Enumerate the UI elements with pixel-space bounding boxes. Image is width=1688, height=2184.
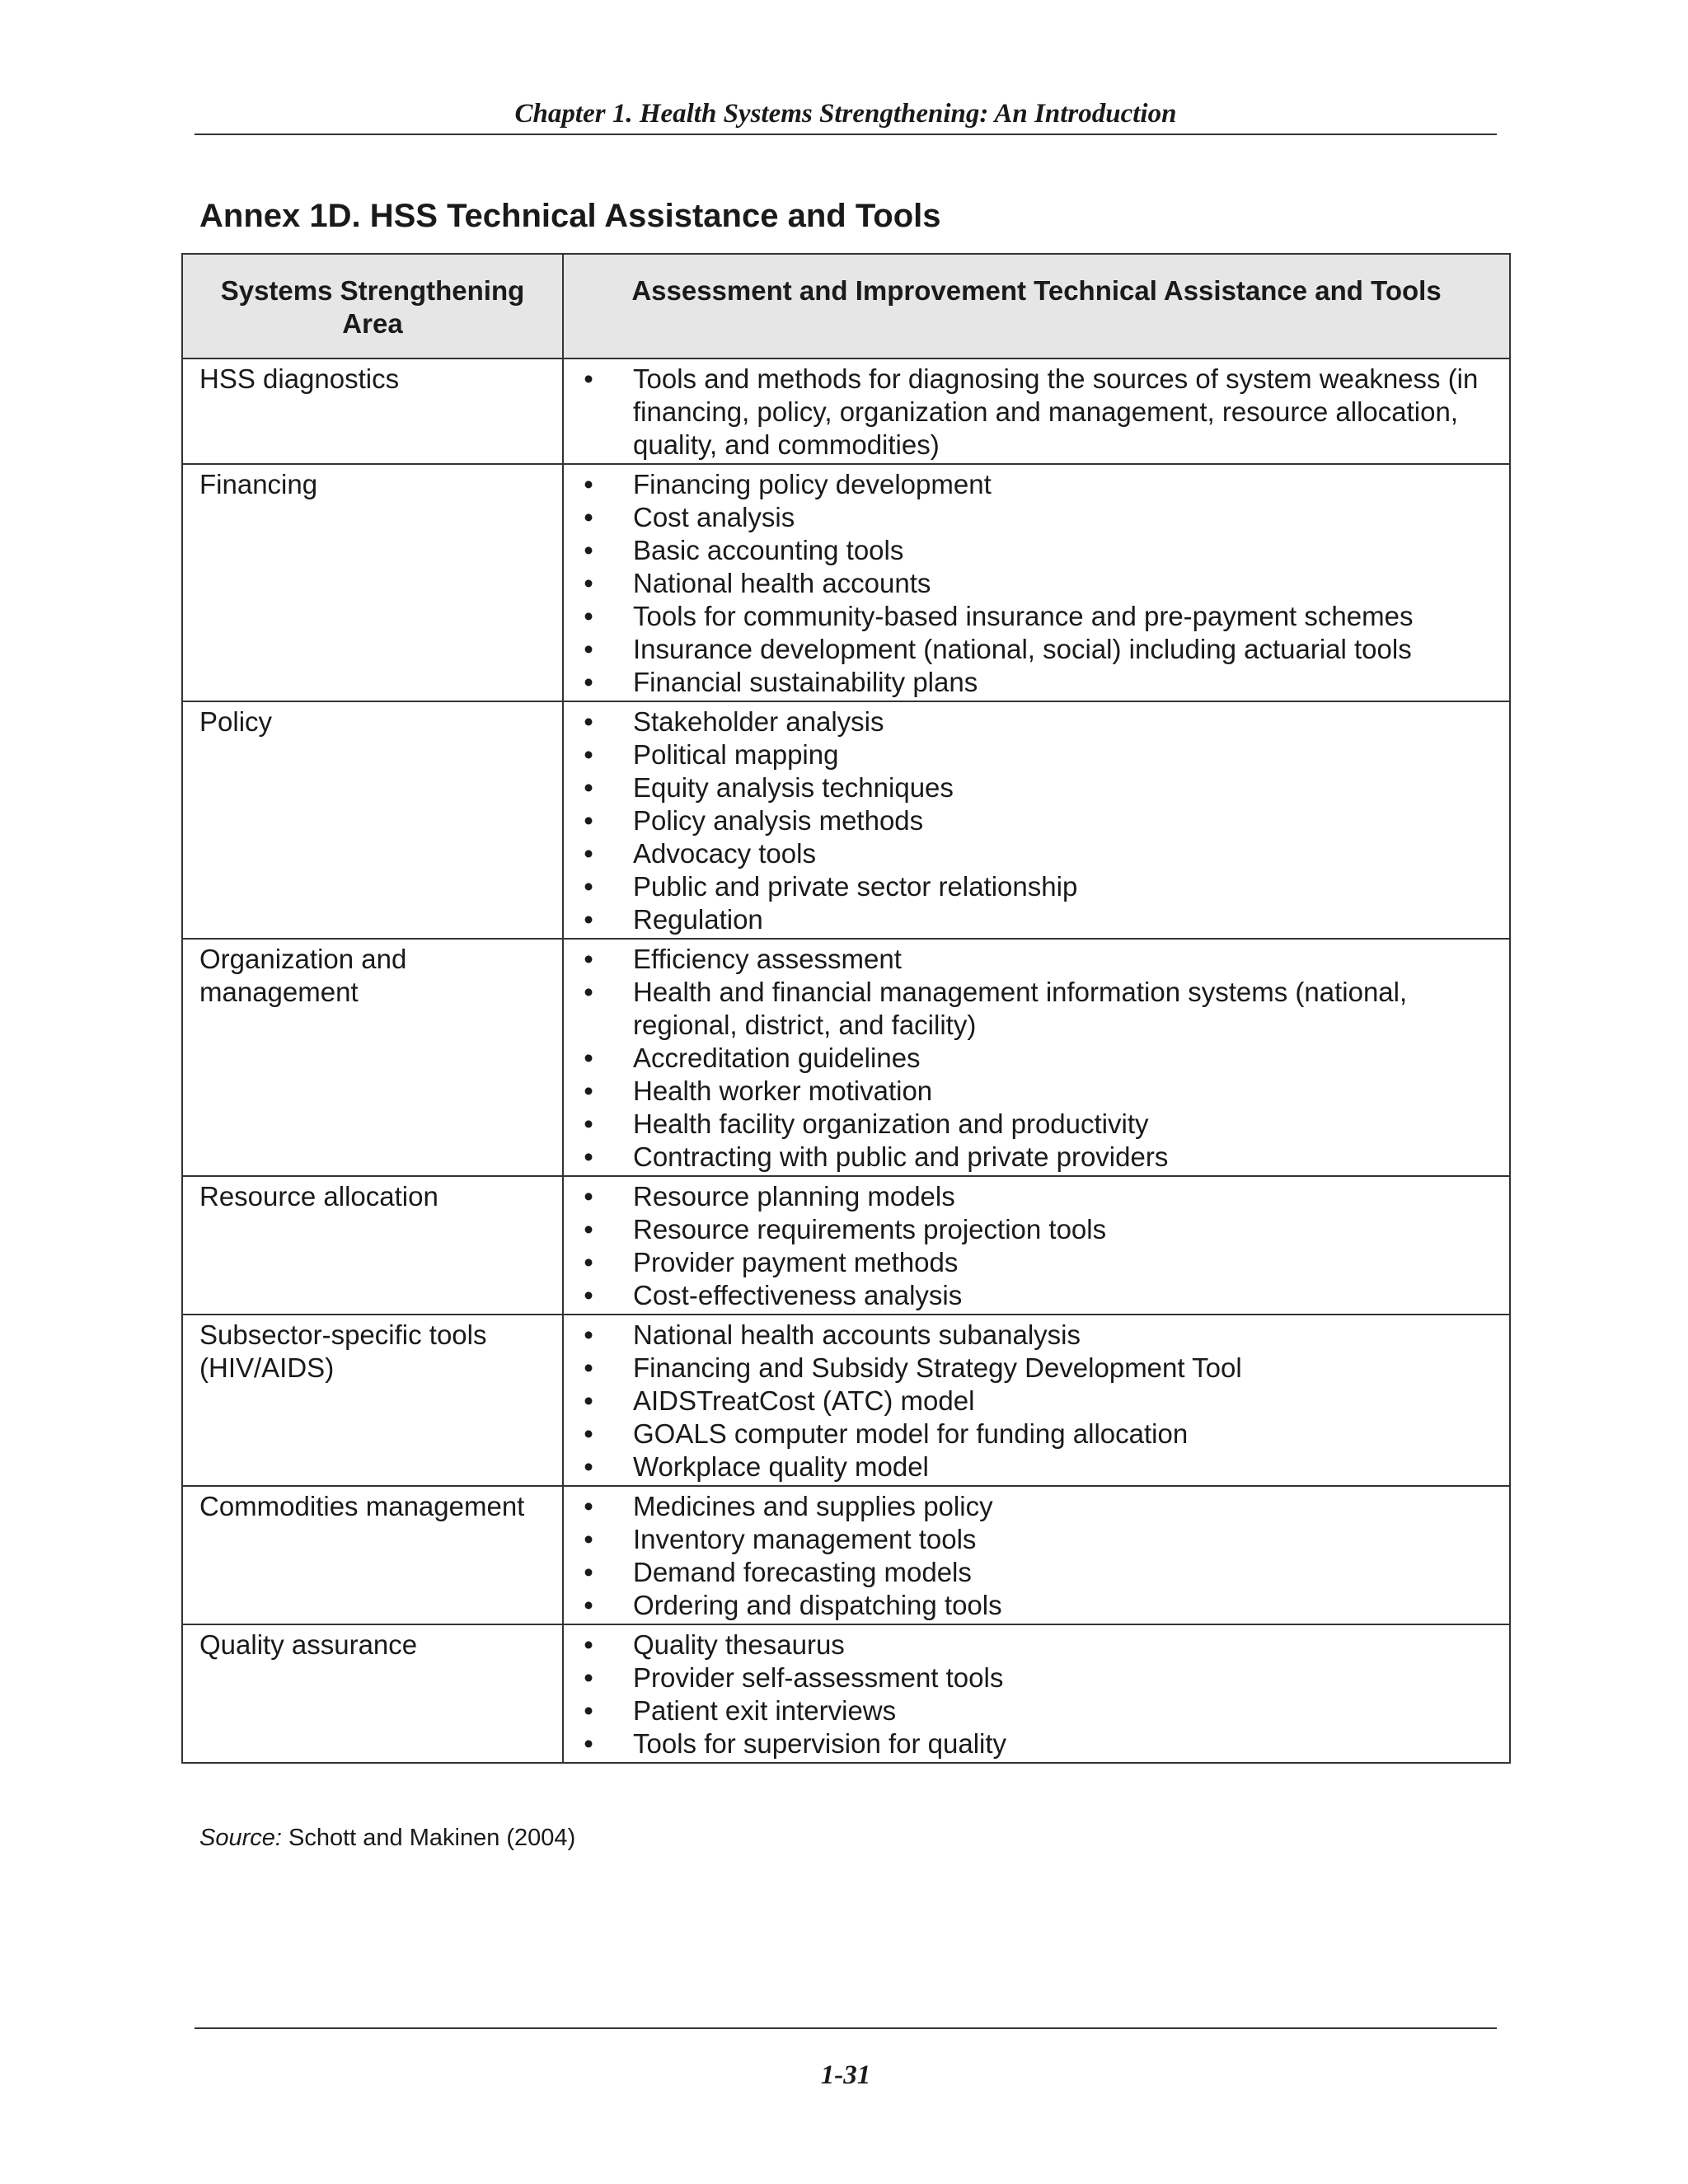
area-cell: Subsector-specific tools (HIV/AIDS) bbox=[182, 1315, 563, 1486]
list-item-text: Health and financial management information systems (national, regional, district, and facility) bbox=[633, 977, 1408, 1040]
footer-rule bbox=[195, 2027, 1497, 2029]
tools-list bbox=[580, 943, 1493, 1174]
bullet-icon: • bbox=[584, 601, 593, 631]
source-note bbox=[199, 1825, 575, 1852]
list-item bbox=[580, 1589, 1493, 1622]
tools-cell bbox=[563, 939, 1510, 1176]
list-item bbox=[580, 534, 1493, 567]
tools-list bbox=[580, 1180, 1493, 1312]
source-text: Schott and Makinen (2004) bbox=[281, 1825, 576, 1851]
table-row bbox=[182, 464, 1510, 701]
list-item-text: Financing and Subsidy Strategy Development Tool bbox=[633, 1352, 1242, 1383]
area-cell: Resource allocation bbox=[182, 1176, 563, 1315]
tools-list bbox=[580, 705, 1493, 936]
list-item-text: AIDSTreatCost (ATC) model bbox=[633, 1385, 975, 1416]
bullet-icon: • bbox=[584, 1662, 593, 1693]
list-item bbox=[580, 1523, 1493, 1556]
bullet-icon: • bbox=[584, 944, 593, 974]
list-item bbox=[580, 363, 1493, 462]
bullet-icon: • bbox=[584, 1451, 593, 1482]
list-item-text: Advocacy tools bbox=[633, 838, 816, 869]
list-item bbox=[580, 1727, 1493, 1760]
list-item bbox=[580, 1490, 1493, 1523]
list-item bbox=[580, 600, 1493, 633]
list-item-text: Basic accounting tools bbox=[633, 535, 904, 565]
bullet-icon: • bbox=[584, 1141, 593, 1172]
list-item-text: Insurance development (national, social) including actuarial tools bbox=[633, 634, 1412, 664]
bullet-icon: • bbox=[584, 1076, 593, 1106]
bullet-icon: • bbox=[584, 1590, 593, 1620]
list-item bbox=[580, 1451, 1493, 1483]
list-item bbox=[580, 1108, 1493, 1141]
tools-list bbox=[580, 1629, 1493, 1760]
list-item bbox=[580, 1556, 1493, 1589]
tools-list bbox=[580, 363, 1493, 462]
area-cell: Policy bbox=[182, 701, 563, 939]
list-item bbox=[580, 903, 1493, 936]
list-item bbox=[580, 633, 1493, 666]
list-item-text: Regulation bbox=[633, 904, 763, 935]
list-item-text: Tools and methods for diagnosing the sources of system weakness (in financing, policy, organization and management, resource allocation, quality, and commodities) bbox=[633, 363, 1479, 460]
list-item-text: Efficiency assessment bbox=[633, 944, 902, 974]
list-item bbox=[580, 771, 1493, 804]
list-item-text: GOALS computer model for funding allocation bbox=[633, 1418, 1189, 1449]
list-item-text: Cost analysis bbox=[633, 502, 795, 532]
bullet-icon: • bbox=[584, 904, 593, 935]
list-item bbox=[580, 1279, 1493, 1312]
list-item-text: Resource requirements projection tools bbox=[633, 1214, 1107, 1244]
bullet-icon: • bbox=[584, 568, 593, 598]
tools-cell bbox=[563, 1624, 1510, 1763]
list-item-text: Workplace quality model bbox=[633, 1451, 929, 1482]
table-header-row bbox=[182, 254, 1510, 359]
bullet-icon: • bbox=[584, 805, 593, 836]
bullet-icon: • bbox=[584, 1629, 593, 1660]
list-item-text: National health accounts subanalysis bbox=[633, 1319, 1081, 1350]
bullet-icon: • bbox=[584, 1491, 593, 1521]
page-number: 1-31 bbox=[820, 2060, 871, 2090]
bullet-icon: • bbox=[584, 1280, 593, 1310]
list-item-text: Health facility organization and productivity bbox=[633, 1108, 1149, 1139]
list-item bbox=[580, 1075, 1493, 1108]
bullet-icon: • bbox=[584, 1695, 593, 1726]
list-item bbox=[580, 1629, 1493, 1661]
tools-list bbox=[580, 1490, 1493, 1622]
list-item-text: Accreditation guidelines bbox=[633, 1043, 921, 1073]
list-item bbox=[580, 804, 1493, 837]
list-item-text: Policy analysis methods bbox=[633, 805, 924, 836]
list-item-text: Ordering and dispatching tools bbox=[633, 1590, 1002, 1620]
bullet-icon: • bbox=[584, 1418, 593, 1449]
source-label: Source: bbox=[199, 1825, 282, 1851]
tools-list bbox=[580, 468, 1493, 699]
bullet-icon: • bbox=[584, 977, 593, 1007]
list-item-text: Financing policy development bbox=[633, 469, 992, 499]
tools-cell bbox=[563, 464, 1510, 701]
header-rule bbox=[195, 134, 1497, 135]
bullet-icon: • bbox=[584, 1319, 593, 1350]
list-item bbox=[580, 1141, 1493, 1174]
tools-cell bbox=[563, 1176, 1510, 1315]
bullet-icon: • bbox=[584, 1728, 593, 1759]
tools-cell bbox=[563, 1315, 1510, 1486]
list-item bbox=[580, 1319, 1493, 1352]
list-item-text: Inventory management tools bbox=[633, 1524, 977, 1554]
table-row bbox=[182, 1624, 1510, 1763]
area-cell: Organization and management bbox=[182, 939, 563, 1176]
list-item-text: Political mapping bbox=[633, 739, 839, 770]
bullet-icon: • bbox=[584, 871, 593, 902]
list-item bbox=[580, 666, 1493, 699]
bullet-icon: • bbox=[584, 667, 593, 697]
list-item-text: Resource planning models bbox=[633, 1181, 955, 1212]
table-row bbox=[182, 939, 1510, 1176]
list-item-text: Patient exit interviews bbox=[633, 1695, 897, 1726]
bullet-icon: • bbox=[584, 535, 593, 565]
list-item bbox=[580, 943, 1493, 976]
list-item bbox=[580, 1042, 1493, 1075]
list-item-text: Equity analysis techniques bbox=[633, 772, 954, 803]
table-body bbox=[182, 359, 1510, 1763]
list-item-text: Quality thesaurus bbox=[633, 1629, 845, 1660]
list-item-text: Cost-effectiveness analysis bbox=[633, 1280, 963, 1310]
tools-list bbox=[580, 1319, 1493, 1483]
list-item bbox=[580, 501, 1493, 534]
bullet-icon: • bbox=[584, 1385, 593, 1416]
bullet-icon: • bbox=[584, 1214, 593, 1244]
tools-cell bbox=[563, 359, 1510, 464]
column-header-tools: Assessment and Improvement Technical Assistance and Tools bbox=[563, 254, 1510, 359]
list-item-text: Stakeholder analysis bbox=[633, 706, 884, 737]
list-item bbox=[580, 738, 1493, 771]
list-item-text: Provider payment methods bbox=[633, 1247, 959, 1277]
bullet-icon: • bbox=[584, 469, 593, 499]
bullet-icon: • bbox=[584, 502, 593, 532]
bullet-icon: • bbox=[584, 706, 593, 737]
bullet-icon: • bbox=[584, 739, 593, 770]
table-row bbox=[182, 1176, 1510, 1315]
list-item-text: Health worker motivation bbox=[633, 1076, 933, 1106]
table-row bbox=[182, 1486, 1510, 1624]
list-item-text: Medicines and supplies policy bbox=[633, 1491, 993, 1521]
bullet-icon: • bbox=[584, 1524, 593, 1554]
bullet-icon: • bbox=[584, 1108, 593, 1139]
area-cell: Commodities management bbox=[182, 1486, 563, 1624]
list-item-text: Tools for community-based insurance and pre-payment schemes bbox=[633, 601, 1414, 631]
annex-title: Annex 1D. HSS Technical Assistance and Tools bbox=[199, 198, 941, 234]
hss-tools-table bbox=[181, 253, 1511, 1764]
table-row bbox=[182, 701, 1510, 939]
list-item bbox=[580, 567, 1493, 600]
list-item bbox=[580, 1213, 1493, 1246]
list-item bbox=[580, 1352, 1493, 1385]
list-item bbox=[580, 1246, 1493, 1279]
tools-cell bbox=[563, 701, 1510, 939]
list-item bbox=[580, 1661, 1493, 1694]
list-item-text: Demand forecasting models bbox=[633, 1557, 972, 1587]
bullet-icon: • bbox=[584, 772, 593, 803]
column-header-area: Systems Strengthening Area bbox=[182, 254, 563, 359]
bullet-icon: • bbox=[584, 1043, 593, 1073]
area-cell: Quality assurance bbox=[182, 1624, 563, 1763]
tools-cell bbox=[563, 1486, 1510, 1624]
list-item bbox=[580, 1385, 1493, 1418]
list-item-text: Public and private sector relationship bbox=[633, 871, 1078, 902]
list-item bbox=[580, 1180, 1493, 1213]
list-item bbox=[580, 837, 1493, 870]
list-item-text: Contracting with public and private providers bbox=[633, 1141, 1169, 1172]
bullet-icon: • bbox=[584, 1557, 593, 1587]
bullet-icon: • bbox=[584, 1181, 593, 1212]
bullet-icon: • bbox=[584, 838, 593, 869]
list-item bbox=[580, 870, 1493, 903]
table-row bbox=[182, 1315, 1510, 1486]
table-row bbox=[182, 359, 1510, 464]
running-header-title: Chapter 1. Health Systems Strengthening: An Introduction bbox=[514, 99, 1177, 129]
bullet-icon: • bbox=[584, 634, 593, 664]
list-item bbox=[580, 705, 1493, 738]
area-cell: Financing bbox=[182, 464, 563, 701]
area-cell: HSS diagnostics bbox=[182, 359, 563, 464]
list-item-text: Provider self-assessment tools bbox=[633, 1662, 1004, 1693]
list-item-text: Tools for supervision for quality bbox=[633, 1728, 1007, 1759]
list-item-text: Financial sustainability plans bbox=[633, 667, 978, 697]
list-item-text: National health accounts bbox=[633, 568, 931, 598]
list-item bbox=[580, 468, 1493, 501]
list-item bbox=[580, 1418, 1493, 1451]
list-item bbox=[580, 1694, 1493, 1727]
bullet-icon: • bbox=[584, 1352, 593, 1383]
list-item bbox=[580, 976, 1493, 1042]
bullet-icon: • bbox=[584, 1247, 593, 1277]
bullet-icon: • bbox=[584, 363, 593, 394]
